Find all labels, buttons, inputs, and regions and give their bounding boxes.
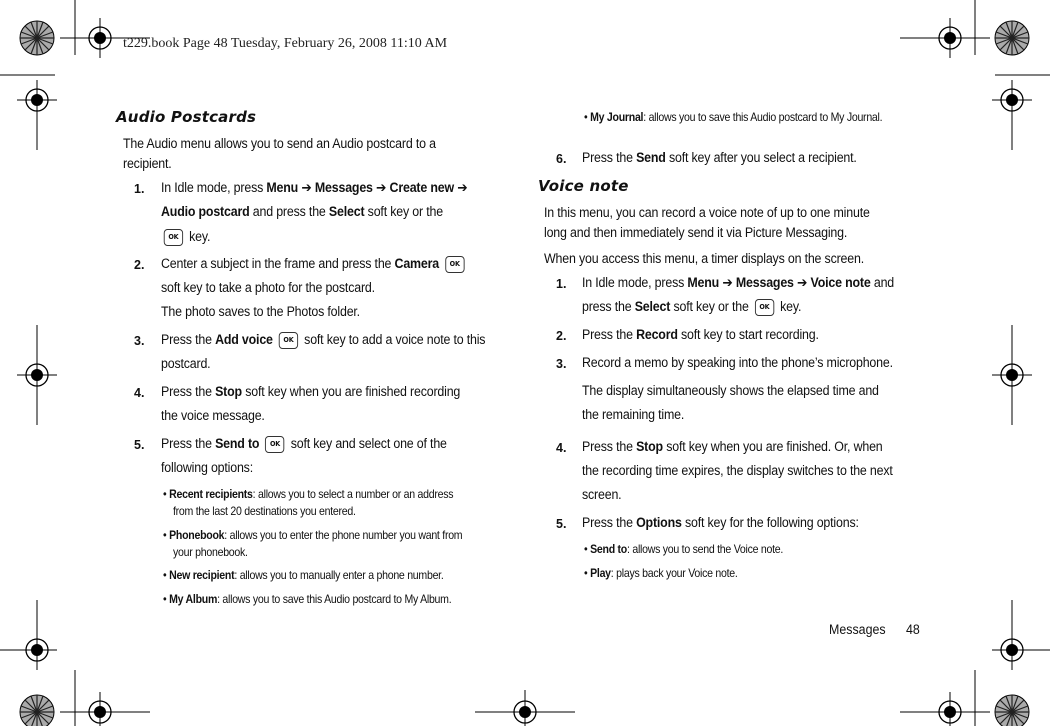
step-number: 3. (134, 334, 145, 348)
list-item: • Phonebook: allows you to enter the phone number you want from (163, 528, 463, 542)
ok-key-icon: OK (445, 256, 464, 273)
step-number: 4. (556, 441, 567, 455)
step-number: 1. (134, 182, 145, 196)
step-line: Press the Send to OK soft key and select one of the (161, 436, 447, 451)
step-line: Center a subject in the frame and press the Camera OK (161, 252, 467, 276)
section-title-audio-postcards: Audio Postcards (116, 108, 257, 126)
step-number: 6. (556, 152, 567, 166)
step-line: soft key to take a photo for the postcard. (161, 280, 375, 295)
step-number: 5. (556, 517, 567, 531)
step-line: Press the Record soft key to start recording. (582, 327, 819, 342)
list-item: • Play: plays back your Voice note. (584, 566, 738, 580)
intro-line: recipient. (123, 156, 172, 171)
list-item-continuation: from the last 20 destinations you entered. (173, 504, 356, 518)
intro-line: When you access this menu, a timer displays on the screen. (544, 251, 865, 266)
step-line: the remaining time. (582, 407, 685, 422)
step-line: postcard. (161, 356, 211, 371)
step-number: 1. (556, 277, 567, 291)
step-line: screen. (582, 487, 622, 502)
step-number: 2. (134, 258, 145, 272)
step-line: The display simultaneously shows the elapsed time and (582, 383, 879, 398)
book-stamp: t229.book Page 48 Tuesday, February 26, 2008 11:10 AM (123, 36, 448, 51)
list-item: • Recent recipients: allows you to select a number or an address (163, 487, 454, 501)
step-line: Record a memo by speaking into the phone’s microphone. (582, 355, 893, 370)
step-line: Press the Options soft key for the following options: (582, 515, 859, 530)
intro-line: long and then immediately send it via Picture Messaging. (544, 225, 848, 240)
intro-line: The Audio menu allows you to send an Audio postcard to a (123, 136, 436, 151)
intro-line: In this menu, you can record a voice note of up to one minute (544, 205, 870, 220)
page-number: 48 (906, 622, 920, 637)
step-number: 3. (556, 357, 567, 371)
step-number: 5. (134, 438, 145, 452)
step-line: following options: (161, 460, 253, 475)
step-line: the recording time expires, the display switches to the next (582, 463, 893, 478)
step-line: Press the Stop soft key when you are finished. Or, when (582, 439, 883, 454)
step-number: 4. (134, 386, 145, 400)
footer-section: Messages (829, 622, 886, 637)
ok-key-icon: OK (164, 229, 183, 246)
ok-key-icon: OK (755, 299, 774, 316)
list-item: • Send to: allows you to send the Voice note. (584, 542, 784, 556)
step-line: OK key. (161, 225, 210, 249)
step-line: In Idle mode, press Menu ➔ Messages ➔ Voice note and (582, 275, 895, 290)
step-line: Press the Send soft key after you select a recipient. (582, 150, 857, 165)
step-line: In Idle mode, press Menu ➔ Messages ➔ Create new ➔ (161, 180, 468, 195)
step-line: Press the Add voice OK soft key to add a voice note to this (161, 332, 486, 347)
step-line: Audio postcard and press the Select soft key or the (161, 204, 443, 219)
step-line: Press the Stop soft key when you are finished recording (161, 384, 461, 399)
ok-key-icon: OK (265, 436, 284, 453)
list-item: • My Album: allows you to save this Audio postcard to My Album. (163, 592, 452, 606)
list-item: • New recipient: allows you to manually enter a phone number. (163, 568, 444, 582)
list-item-continuation: your phonebook. (173, 545, 248, 559)
step-number: 2. (556, 329, 567, 343)
step-line: The photo saves to the Photos folder. (161, 304, 360, 319)
step-line: the voice message. (161, 408, 265, 423)
ok-key-icon: OK (279, 332, 298, 349)
section-title-voice-note: Voice note (538, 177, 629, 195)
list-item: • My Journal: allows you to save this Audio postcard to My Journal. (584, 110, 883, 124)
step-line: press the Select soft key or the OK key. (582, 299, 802, 314)
